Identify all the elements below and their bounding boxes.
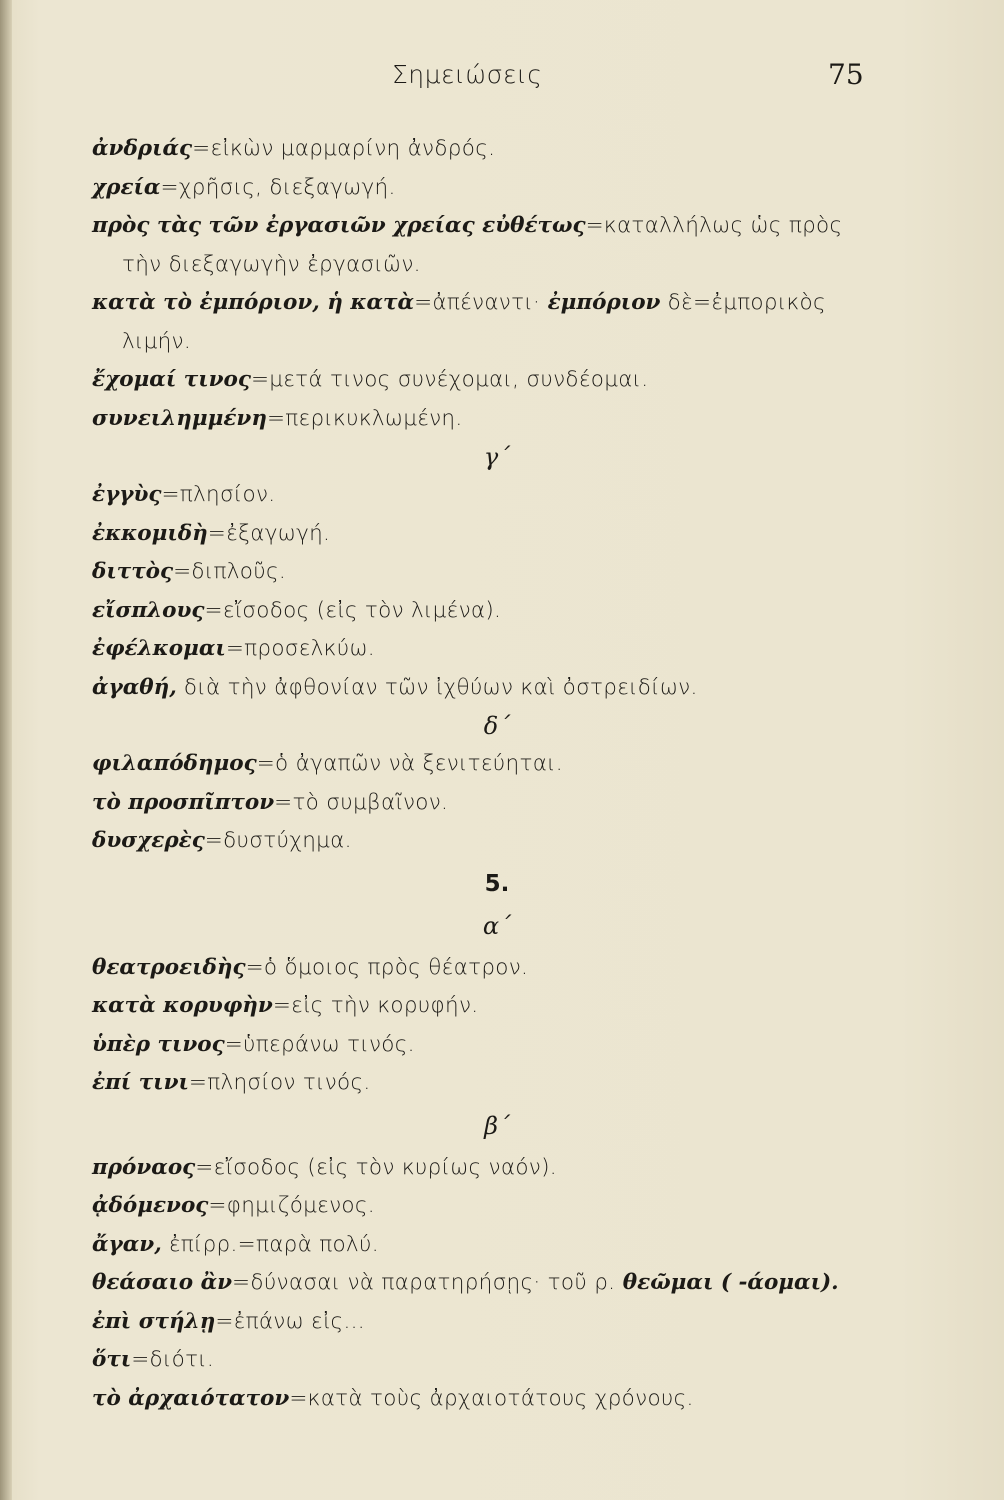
gloss: =ἐξαγωγή. [207,520,331,546]
gloss: =προσελκύω. [225,636,375,661]
gloss: =εἰκὼν μαρμαρίνη ἀνδρός. [192,136,496,161]
lemma: θεάσαιο ἂν [92,1270,233,1295]
page-edge [0,0,12,1500]
lemma: φιλαπόδημος [92,751,257,776]
glossary-entry [92,987,892,1026]
gloss: =μετά τινος συνέχομαι, συνδέομαι. [250,367,649,392]
glossary-entry [92,669,892,708]
glossary-entry [92,630,892,669]
glossary-entry [92,1187,892,1226]
glossary-entry-continuation [92,323,892,362]
lemma: ἐγγὺς [92,482,162,507]
gloss: =ὁ ὅμοιος πρὸς θέατρον. [245,954,529,980]
page-number: 75 [828,58,864,91]
glossary-entry [92,822,892,861]
gloss: =διότι. [131,1347,215,1372]
glossary-entry [92,169,892,208]
glossary-entry [92,1064,892,1103]
lemma: ἐμπόριον [540,290,661,315]
lemma: δυσχερὲς [92,828,205,853]
gloss: =διπλοῦς. [173,559,287,584]
glossary-content [92,130,892,1418]
section-heading-delta: δ΄ [483,712,511,740]
gloss: τὴν διεξαγωγὴν ἐργασιῶν. [122,251,421,277]
gloss: λιμήν. [122,328,191,354]
glossary-entry [92,784,892,823]
lemma: πρόναος [92,1154,196,1180]
glossary-entry [92,949,892,988]
lemma: ἀνδριάς [92,136,193,161]
lemma: θεατροειδὴς [92,954,246,980]
lemma: κατὰ τὸ ἐμπόριον, ἡ κατὰ [92,290,415,315]
glossary-entry [92,1380,892,1419]
gloss: δὲ=ἐμπορικὸς [660,290,826,315]
lemma: διττὸς [92,559,174,584]
gloss: =εἴσοδος (εἰς τὸν κυρίως ναόν). [195,1154,557,1180]
lemma: κατὰ κορυφὴν [92,993,273,1018]
glossary-entry [92,553,892,592]
section-heading-beta: β΄ [484,1111,510,1140]
gloss: =τὸ συμβαῖνον. [274,789,449,815]
chapter-number: 5. [484,870,510,897]
gloss: =πλησίον τινός. [188,1070,371,1095]
running-title: Σημειώσεις [392,60,543,89]
lemma: τὸ ἀρχαιότατον [92,1385,290,1411]
gloss: ἐπίρρ.=παρὰ πολύ. [161,1231,379,1257]
glossary-entry [92,130,892,169]
gloss: =ἐπάνω εἰς... [215,1308,365,1334]
glossary-entry [92,1149,892,1188]
lemma: συνειλημμένη [92,405,267,431]
lemma: ἐκκομιδὴ [92,520,208,546]
lemma: ἐπὶ στήλῃ [92,1308,216,1334]
gloss: διὰ τὴν ἀφθονίαν τῶν ἰχθύων καὶ ὀστρειδίων. [176,674,698,700]
lemma: ὑπὲρ τινος [92,1031,225,1057]
lemma: εἴσπλους [92,597,205,623]
lemma: χρεία [92,174,161,200]
glossary-entry [92,361,892,400]
glossary-entry [92,207,892,246]
lemma: ἐφέλκομαι [92,636,226,661]
section-heading-gamma: γ΄ [483,443,511,471]
glossary-entry [92,1341,892,1380]
page-header [0,60,1004,100]
section-heading-alpha: α΄ [482,911,512,940]
gloss: =εἰς τὴν κορυφήν. [272,993,479,1018]
lemma: ἔχομαί τινος [92,367,251,392]
gloss: =δύνασαι νὰ παρατηρήσῃς· τοῦ ρ. [232,1270,616,1295]
lemma: ἄγαν, [92,1231,162,1257]
lemma: ἀγαθή, [92,674,177,700]
lemma: τὸ προσπῖπτον [92,789,275,815]
gloss: =εἴσοδος (εἰς τὸν λιμένα). [204,597,502,623]
glossary-entry [92,476,892,515]
lemma: θεῶμαι ( -άομαι). [615,1270,839,1295]
glossary-entry [92,284,892,323]
glossary-entry [92,592,892,631]
gloss: =ὑπεράνω τινός. [224,1031,415,1057]
lemma: ὅτι [92,1347,132,1372]
glossary-entry [92,1303,892,1342]
gloss: =καταλλήλως ὡς πρὸς [585,213,843,238]
glossary-entry [92,745,892,784]
gloss: =δυστύχημα. [204,828,352,853]
lemma: ᾀδόμενος [92,1193,209,1218]
gloss: =κατὰ τοὺς ἀρχαιοτάτους χρόνους. [289,1385,694,1411]
glossary-entry [92,515,892,554]
gloss: =περικυκλωμένη. [266,405,463,431]
glossary-entry [92,1026,892,1065]
glossary-entry [92,400,892,439]
gloss: =ὁ ἀγαπῶν νὰ ξενιτεύηται. [256,751,563,776]
gloss: =ἀπέναντι· [414,290,541,315]
lemma: πρὸς τὰς τῶν ἐργασιῶν χρείας εὐθέτως [92,213,586,238]
glossary-entry [92,1226,892,1265]
glossary-entry-continuation [92,246,892,285]
gloss: =πλησίον. [161,482,276,507]
gloss: =φημιζόμενος. [208,1193,375,1218]
glossary-entry [92,1264,892,1303]
gloss: =χρῆσις, διεξαγωγή. [160,174,396,200]
lemma: ἐπί τινι [92,1070,189,1095]
